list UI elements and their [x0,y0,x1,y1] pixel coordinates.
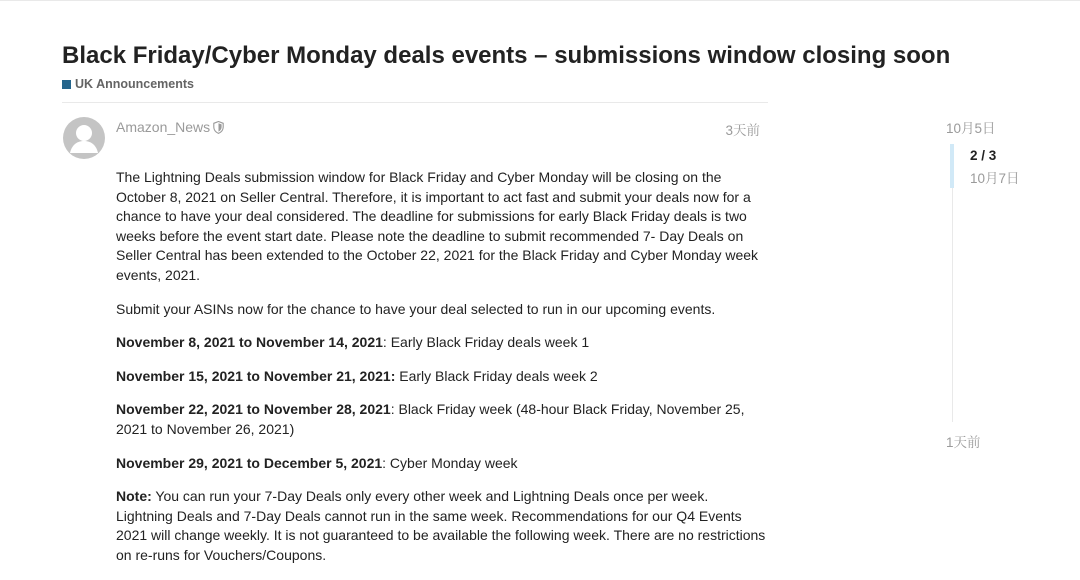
post-author-name: Amazon_News [116,119,211,135]
post-author[interactable] [116,119,224,135]
category-label: UK Announcements [75,77,194,91]
title-divider [62,102,768,103]
note-label: Note: [116,488,152,505]
post-paragraph: Submit your ASINs now for the chance to have your deal selected to run in our upcoming events. [116,300,716,317]
event-description: : Early Black Friday deals week 1 [382,334,590,351]
event-description: : Black Friday week (48-hour Black Friday, November 25, 2021 to November 26, 2021) [116,401,745,437]
event-line [116,333,766,353]
event-description: : Cyber Monday week [382,454,518,471]
timeline-scroll-handle[interactable] [950,144,954,188]
top-border [0,0,1080,1]
event-line [116,400,766,439]
timeline-progress-date: 10月7日 [970,171,1020,186]
post-date[interactable]: 3天前 [725,123,760,138]
user-avatar-icon[interactable] [63,117,105,159]
topic-title[interactable]: Black Friday/Cyber Monday deals events – submissions window closing soon [62,42,951,69]
event-dates: November 15, 2021 to November 21, 2021: [116,367,396,384]
note-paragraph [116,487,766,565]
event-dates: November 8, 2021 to November 14, 2021 [116,334,383,351]
category-color-swatch [62,80,71,89]
event-dates: November 29, 2021 to December 5, 2021 [116,454,383,471]
note-text: You can run your 7-Day Deals only every other week and Lightning Deals once per week. Lightning Deals and 7-Day Deals cannot run in the same week. Recommendations for our Q4 Events 2021 will change weekly. It is not guaranteed to be available the following week. There are no restrictions on re-runs for Vouchers/Coupons. [116,488,766,563]
event-line [116,454,766,474]
timeline-start-date[interactable]: 10月5日 [946,121,996,136]
post-paragraph: The Lightning Deals submission window for Black Friday and Cyber Monday will be closing on the October 8, 2021 on Seller Central. Therefore, it is important to act fast and submit your deals now for a chance to have your deal considered. The deadline for submissions for early Black Friday deals is two weeks before the event start date. Please note the deadline to submit recommended 7- Day Deals on Seller Central has been extended to the October 22, 2021 for the Black Friday and Cyber Monday week events, 2021. [116,169,759,283]
timeline-progress: 2 / 3 [970,148,997,163]
category-badge[interactable] [62,77,194,91]
event-line [116,367,766,387]
event-dates: November 22, 2021 to November 28, 2021 [116,401,391,418]
event-description: Early Black Friday deals week 2 [395,367,598,384]
post-body [116,168,766,580]
shield-icon [213,121,224,134]
timeline-end-date[interactable]: 1天前 [946,435,981,450]
